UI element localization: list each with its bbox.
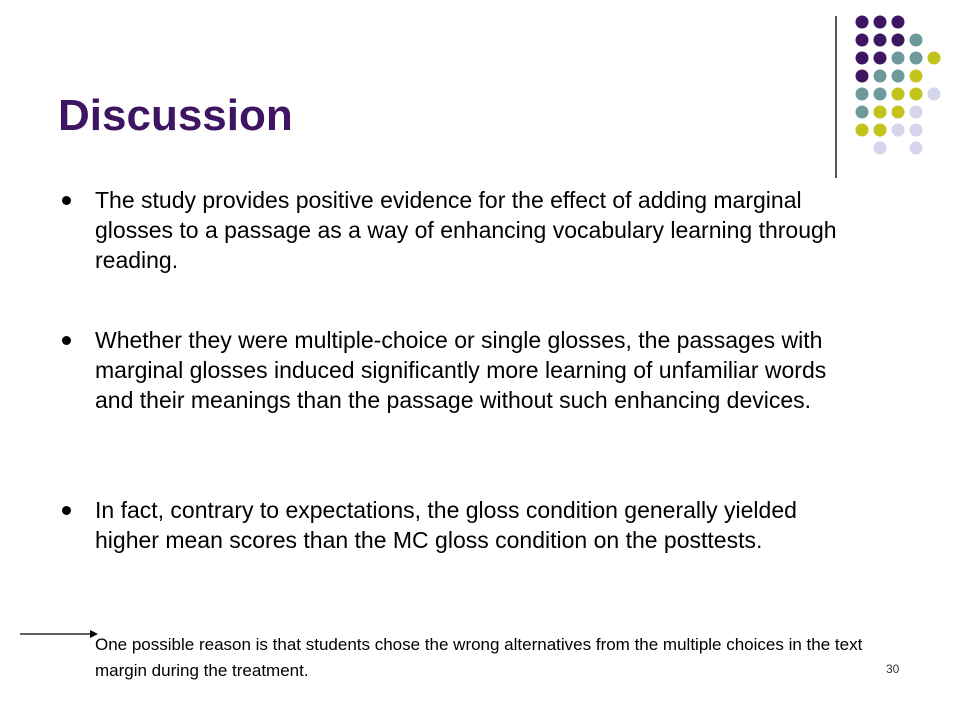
decorative-dot — [892, 88, 905, 101]
decorative-dot — [874, 124, 887, 137]
page-number: 30 — [886, 662, 900, 676]
decorative-dot — [892, 124, 905, 137]
footnote-text: One possible reason is that students chose the wrong alternatives from the multiple choices in the text margin during the treatment. — [95, 635, 863, 680]
decorative-dot — [874, 70, 887, 83]
decorative-dot — [874, 16, 887, 29]
decorative-dot — [856, 70, 869, 83]
decorative-dot — [874, 88, 887, 101]
decorative-dot — [874, 34, 887, 47]
decorative-dot — [910, 142, 923, 155]
decorative-dot — [910, 34, 923, 47]
slide-title: Discussion — [58, 91, 293, 140]
bullet-text: Whether they were multiple-choice or single glosses, the passages with marginal glosses induced significantly more learning of unfamiliar words and their meanings than the passage without such enhancing devices. — [95, 327, 827, 413]
decorative-dot — [910, 70, 923, 83]
decorative-dot — [856, 124, 869, 137]
bullet-marker — [62, 506, 71, 515]
decorative-dot — [856, 16, 869, 29]
bullet-item — [95, 495, 855, 555]
decorative-dot — [874, 106, 887, 119]
bullet-text: In fact, contrary to expectations, the gloss condition generally yielded higher mean scores than the MC gloss condition on the posttests. — [95, 497, 797, 553]
decorative-dot — [874, 52, 887, 65]
bullet-item — [95, 325, 855, 415]
decorative-dot — [910, 106, 923, 119]
decorative-dot — [874, 142, 887, 155]
bullet-marker — [62, 336, 71, 345]
decorative-dot — [892, 34, 905, 47]
decorative-dot — [910, 52, 923, 65]
decorative-dot — [856, 88, 869, 101]
decorative-dot — [892, 52, 905, 65]
decorative-dot — [910, 124, 923, 137]
decorative-dot — [892, 16, 905, 29]
decorative-vertical-line — [835, 16, 837, 178]
decorative-dot — [892, 106, 905, 119]
decorative-dot — [910, 88, 923, 101]
decorative-dot — [856, 52, 869, 65]
decorative-dot — [856, 34, 869, 47]
arrow-right-icon — [20, 626, 100, 642]
decorative-dot — [856, 106, 869, 119]
bullet-marker — [62, 196, 71, 205]
decorative-dot — [892, 70, 905, 83]
bullet-text: The study provides positive evidence for the effect of adding marginal glosses to a passage as a way of enhancing vocabulary learning through reading. — [95, 187, 837, 273]
bullet-item — [95, 185, 855, 275]
decorative-dot — [928, 88, 941, 101]
decorative-dot — [928, 52, 941, 65]
